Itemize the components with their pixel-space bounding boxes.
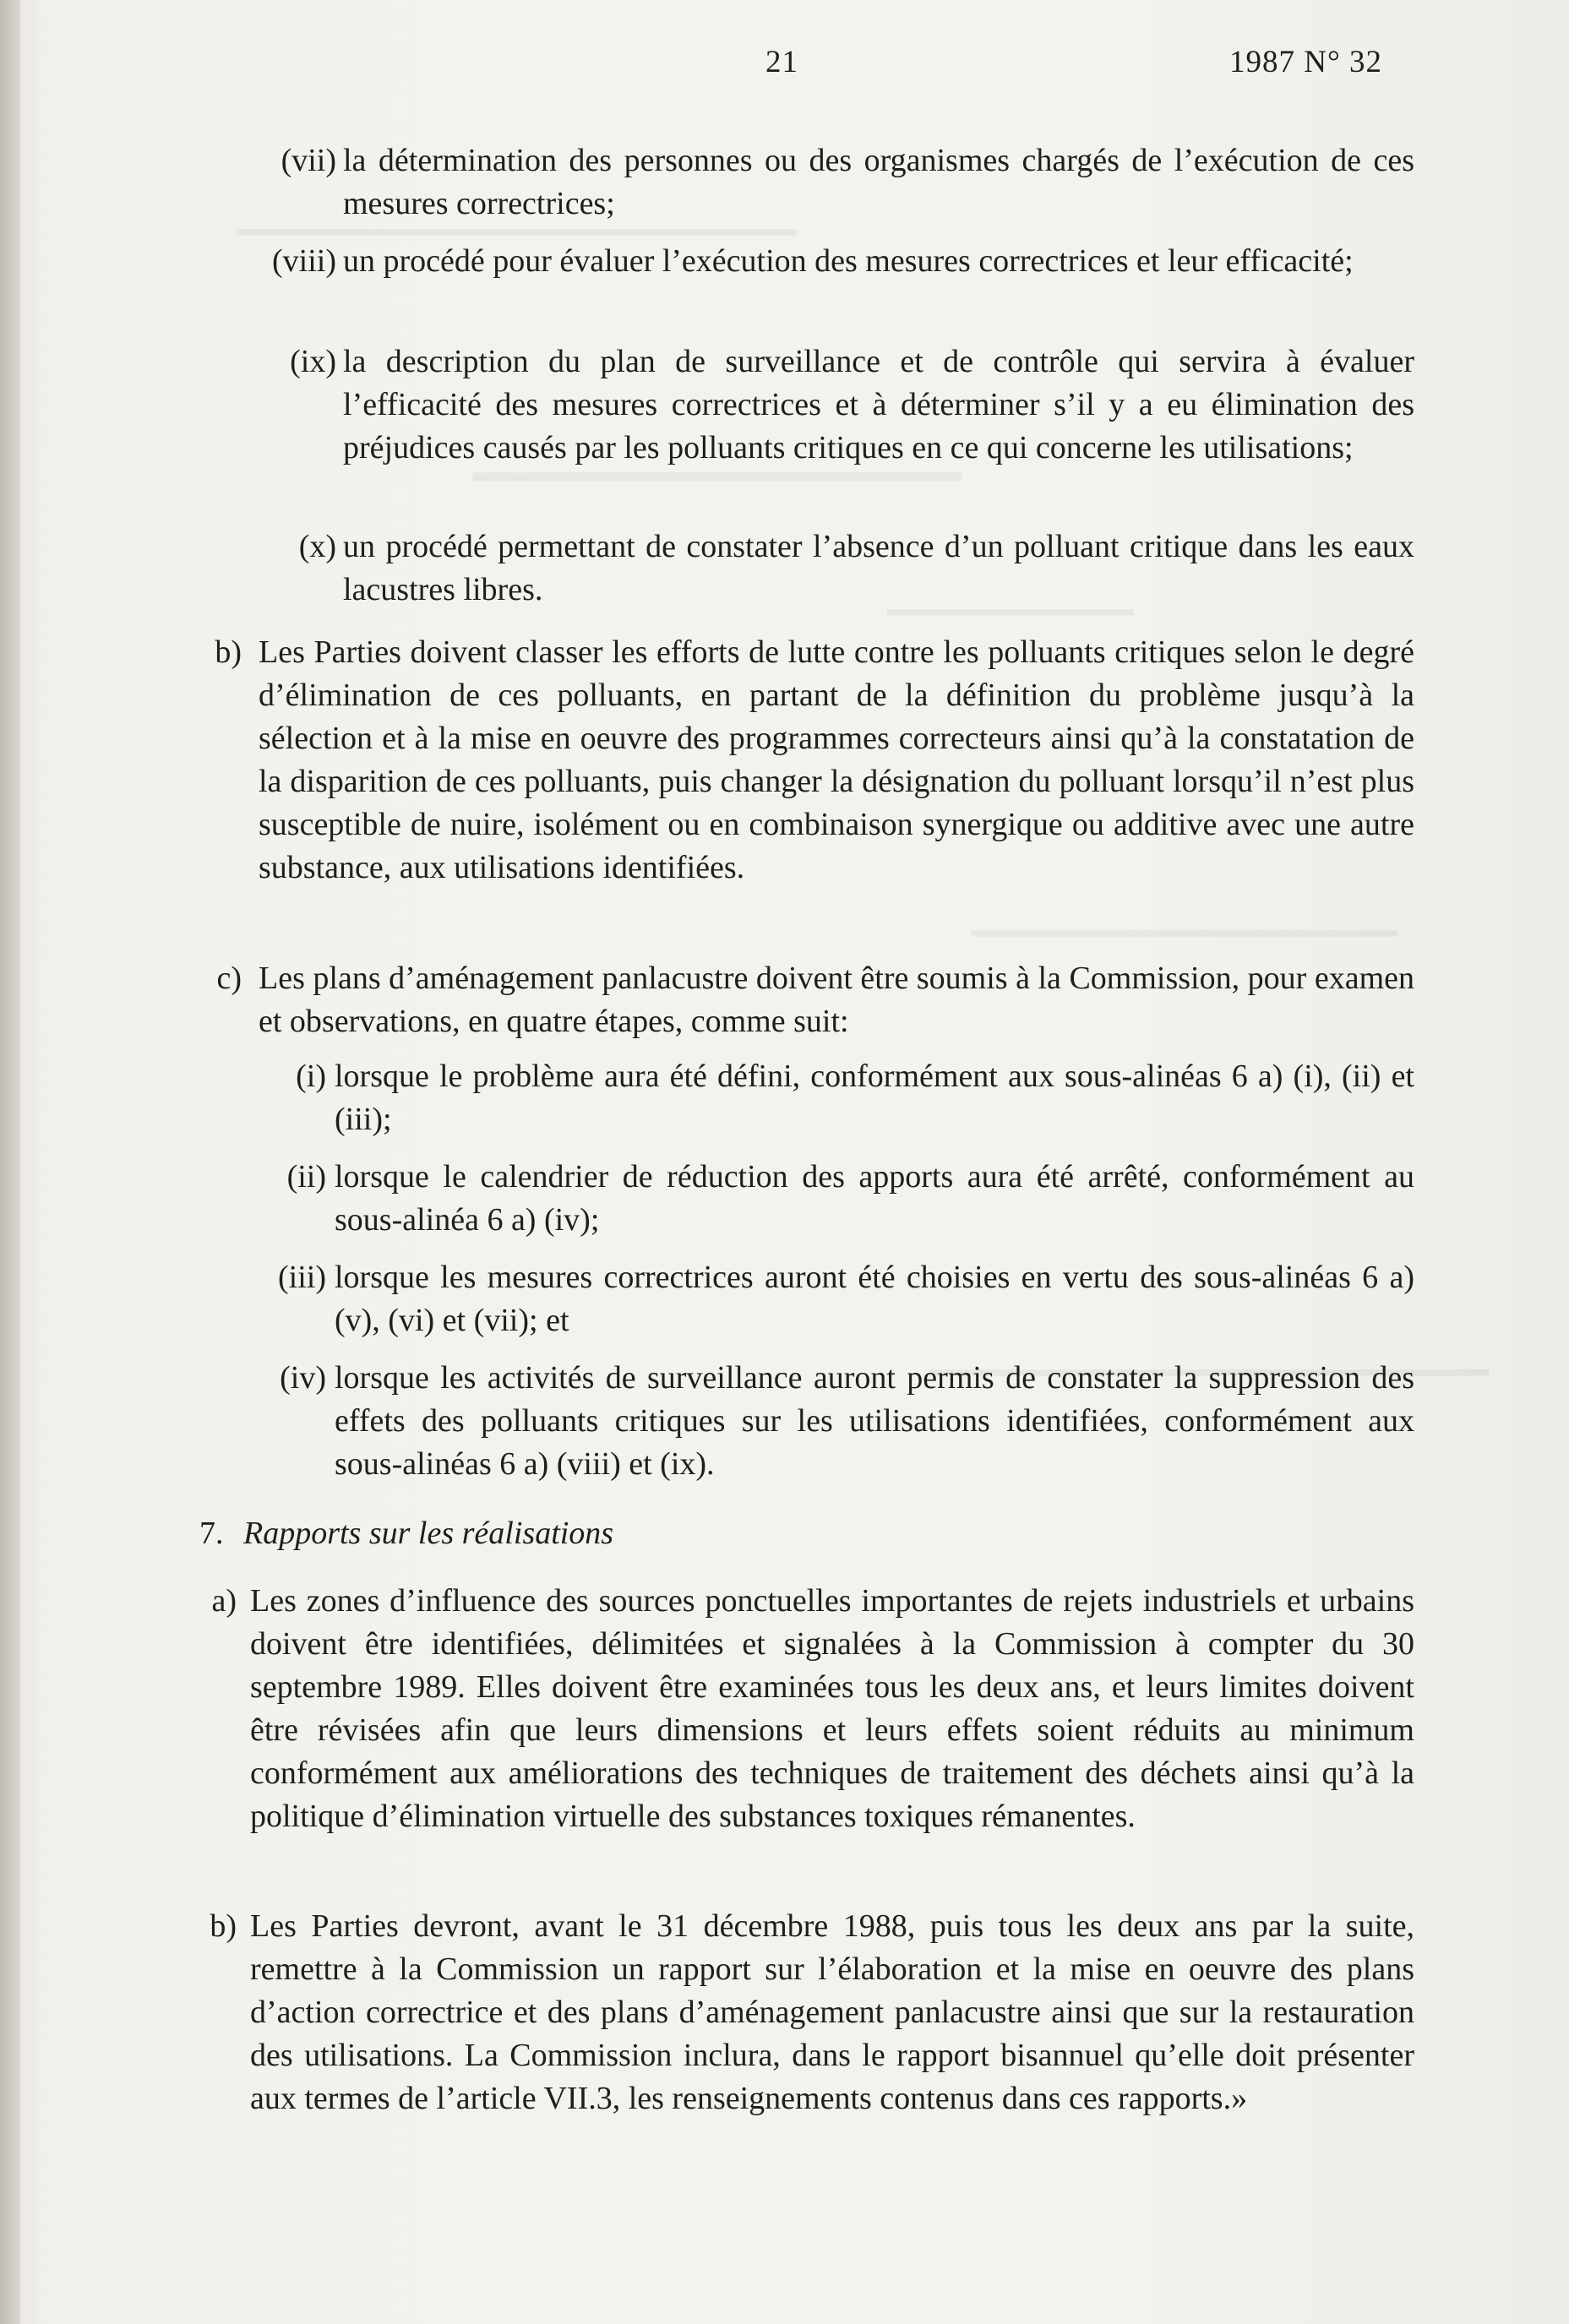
sub-item-text: lorsque les mesures correctrices auront été choisies en vertu des sous-alinéas 6 a) (v), (vi) et (vii); et (335, 1260, 1414, 1338)
item-label: (vii) (281, 143, 336, 178)
binding-shadow (0, 0, 20, 2324)
item-text: un procédé permettant de constater l’absence d’un polluant critique dans les eaux lacustres libres. (343, 529, 1414, 607)
item-label: (x) (298, 529, 336, 564)
paragraph-text: Les plans d’aménagement panlacustre doivent être soumis à la Commission, pour examen et observations, en quatre étapes, comme suit: (259, 961, 1414, 1039)
issue-label: 1987 N° 32 (1229, 45, 1383, 79)
section-number: 7. (199, 1516, 224, 1551)
paragraph-label: b) (215, 634, 242, 670)
item-text: un procédé pour évaluer l’exécution des mesures correctrices et leur efficacité; (343, 243, 1354, 279)
paragraph-label: a) (211, 1583, 237, 1619)
sub-item-text: lorsque le problème aura été défini, conformément aux sous-alinéas 6 a) (i), (ii) et (iii); (335, 1059, 1414, 1137)
item-label: (viii) (272, 243, 336, 279)
section-heading (199, 1512, 613, 1555)
item-text: la détermination des personnes ou des organismes chargés de l’exécution de ces mesures correctrices; (343, 143, 1414, 221)
sub-item-label: (iv) (280, 1360, 326, 1396)
sub-item-label: (i) (296, 1059, 326, 1094)
paragraph-text: Les zones d’influence des sources ponctuelles importantes de rejets industriels et urbains doivent être identifiées, délimitées et signalées à la Commission à compter du 30 septembre 1989. Elles doivent être examinées tous les deux ans, et leurs limites doivent être révisées afin que leurs dimensions et leurs effets soient réduits au minimum conformément aux améliorations des techniques de traitement des déchets ainsi qu’à la politique d’élimination virtuelle des substances toxiques rémanentes. (250, 1583, 1414, 1834)
paragraph-text: Les Parties doivent classer les efforts de lutte contre les polluants critiques selon le degré d’élimination de ces polluants, en partant de la définition du problème jusqu’à la sélection et à la mise en oeuvre des programmes correcteurs ainsi qu’à la constatation de la disparition de ces polluants, puis changer la désignation du polluant lorsqu’il n’est plus susceptible de nuire, isolément ou en combinaison synergique ou additive avec une autre substance, aux utilisations identifiées. (259, 634, 1414, 885)
section-title: Rapports sur les réalisations (243, 1516, 614, 1551)
paragraph-label: b) (210, 1908, 237, 1944)
page-number: 21 (765, 45, 798, 79)
sub-item-text: lorsque les activités de surveillance auront permis de constater la suppression des effets des polluants critiques sur les utilisations identifiées, conformément aux sous-alinéas 6 a) (viii) et (ix). (335, 1360, 1414, 1482)
sub-item-text: lorsque le calendrier de réduction des apports aura été arrêté, conformément au sous-alinéa 6 a) (iv); (335, 1159, 1414, 1238)
paragraph-label: c) (216, 961, 242, 996)
item-label: (ix) (290, 344, 336, 379)
paragraph-text: Les Parties devront, avant le 31 décembre 1988, puis tous les deux ans par la suite, remettre à la Commission un rapport sur l’élaboration et la mise en oeuvre des plans d’action correctrice et des plans d’aménagement panlacustre ainsi que sur la restauration des utilisations. La Commission inclura, dans le rapport bisannuel qu’elle doit présenter aux termes de l’article VII.3, les renseignements contenus dans ces rapports.» (250, 1908, 1414, 2116)
item-text: la description du plan de surveillance et de contrôle qui servira à évaluer l’efficacité des mesures correctrices et à déterminer s’il y a eu élimination des préjudices causés par les polluants critiques en ce qui concerne les utilisations; (343, 344, 1414, 465)
sub-item-label: (iii) (278, 1260, 326, 1295)
sub-item-label: (ii) (286, 1159, 326, 1195)
bleed-through-text (972, 912, 1397, 955)
